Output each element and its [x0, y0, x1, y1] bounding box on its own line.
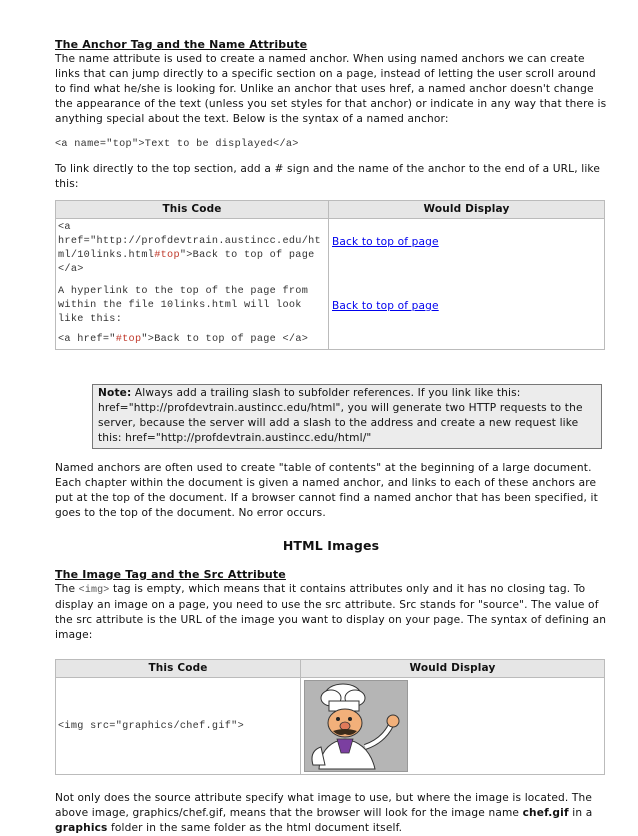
html-images-heading: HTML Images	[282, 538, 380, 553]
note-label: Note:	[98, 387, 132, 399]
chef-illustration	[305, 681, 407, 771]
table-header-code: This Code	[56, 201, 329, 219]
code-description: A hyperlink to the top of the page from within the file 10links.html will look like this:	[58, 286, 309, 325]
image-intro-paragraph: The <img> tag is empty, which means that it contains attributes only and it has no closing tag. To display an image on a page, you need to use the src attribute. Src stands for "source". The value of the src attribute is the URL of the image you want to display on your page. The syntax of defining an image:	[55, 583, 607, 641]
note-box	[92, 384, 602, 449]
back-to-top-link[interactable]: Back to top of page	[332, 300, 439, 312]
back-to-top-link[interactable]: Back to top of page	[332, 236, 439, 248]
note-text: Always add a trailing slash to subfolder references. If you link like this: href="http://profdevtrain.austincc.edu/html", you will generate two HTTP requests to the server, because the server will add a slash to the address and create a new request like this: href="http://profdevtrain.austincc.edu/html/"	[98, 387, 583, 444]
image-section-title: The Image Tag and the Src Attribute	[55, 568, 286, 581]
table-header-code: This Code	[56, 660, 301, 678]
image-outro-paragraph: Not only does the source attribute specify what image to use, but where the image is located. The above image, graphics/chef.gif, means that the browser will look for the image name chef.gif in a graphics folder in the same folder as the html document itself.	[55, 792, 593, 834]
display-cell	[329, 219, 605, 350]
code-line: <a href="#top">Back to top of page </a>	[58, 334, 309, 345]
anchor-intro-paragraph: The name attribute is used to create a named anchor. When using named anchors we can create links that can jump directly to a specific section on a page, instead of letting the user scroll around to find what he/she is looking for. Unlike an anchor that uses href, a named anchor doesn't change the appearance of the text (unless you set styles for that anchor) or indicate in any way that there is anything special about the text. Below is the syntax of a named anchor:	[55, 53, 607, 125]
image-example-table	[55, 659, 605, 775]
anchor-section-title: The Anchor Tag and the Name Attribute	[55, 38, 308, 51]
code-cell: <img src="graphics/chef.gif">	[56, 678, 301, 775]
table-header-display: Would Display	[301, 660, 605, 678]
code-line: <a	[58, 222, 71, 233]
img-tag-inline: <img>	[78, 585, 110, 596]
code-cell	[56, 219, 329, 350]
code-line: href="http://profdevtrain.austincc.edu/html/10links.html#top">Back to top of page </a>	[58, 236, 321, 275]
hash-highlight: #top	[115, 334, 142, 345]
table-header-display: Would Display	[329, 201, 605, 219]
anchor-outro-paragraph: Named anchors are often used to create "table of contents" at the beginning of a large document. Each chapter within the document is given a named anchor, and links to each of these anchors are put at the top of the document. If a browser cannot find a named anchor that has been specified, it goes to the top of the document. No error occurs.	[55, 462, 598, 519]
display-cell	[301, 678, 605, 775]
named-anchor-syntax: <a name="top">Text to be displayed</a>	[55, 139, 299, 150]
document-page	[55, 37, 607, 836]
link-intro-paragraph: To link directly to the top section, add a # sign and the name of the anchor to the end of a URL, like this:	[55, 163, 601, 190]
chef-image	[304, 680, 408, 772]
hash-highlight: #top	[154, 250, 180, 261]
anchor-example-table	[55, 200, 605, 350]
